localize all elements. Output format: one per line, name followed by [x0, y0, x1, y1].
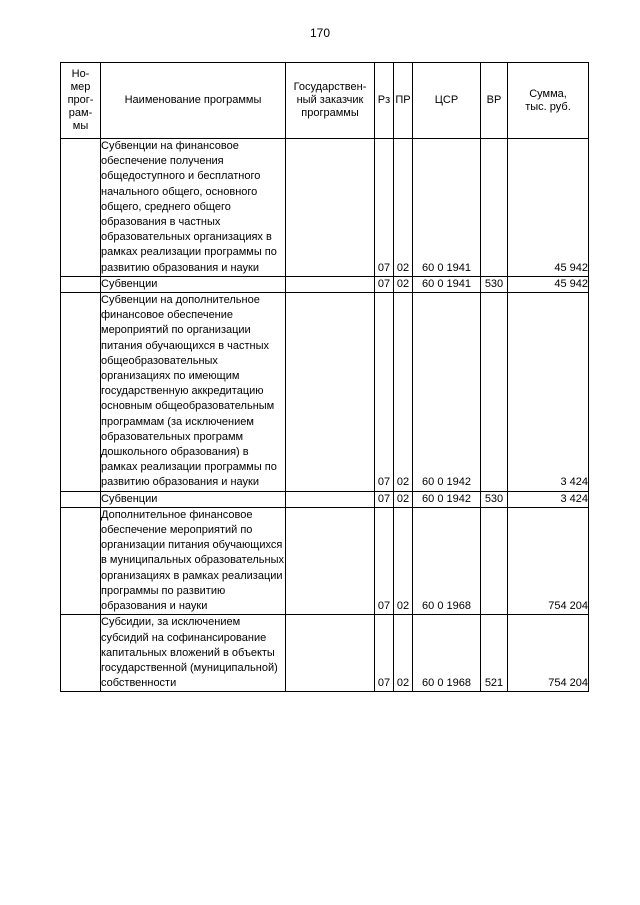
pr-cell: 02 — [394, 507, 413, 614]
header-sum: Сумма, тыс. руб. — [508, 63, 589, 139]
page-number: 170 — [309, 26, 331, 40]
vr-cell — [481, 293, 508, 492]
csr-cell: 60 0 1942 — [413, 491, 481, 507]
program-number-cell — [61, 276, 101, 292]
rz-cell: 07 — [375, 276, 394, 292]
program-name-cell: Субсидии, за исключением субсидий на софинансирование капитальных вложений в объекты государственной (муниципальной) собственности — [101, 615, 286, 692]
table-row — [61, 491, 589, 507]
customer-cell — [286, 491, 375, 507]
vr-cell: 530 — [481, 276, 508, 292]
csr-cell: 60 0 1941 — [413, 139, 481, 277]
table-row — [61, 615, 589, 692]
table-row — [61, 139, 589, 277]
sum-cell: 754 204 — [508, 615, 589, 692]
pr-cell: 02 — [394, 293, 413, 492]
rz-cell: 07 — [375, 139, 394, 277]
pr-cell: 02 — [394, 615, 413, 692]
rz-cell: 07 — [375, 507, 394, 614]
rz-cell: 07 — [375, 293, 394, 492]
program-name-cell: Субвенции на дополнительное финансовое обеспечение мероприятий по организации питания обучающихся в частных общеобразовательных организациях по имеющим государственную аккредитацию основным общеобразовательным программам (за исключением образовательных программ дошкольного образования) в рамках реализации программы по развитию образования и науки — [101, 293, 286, 492]
program-number-cell — [61, 293, 101, 492]
csr-cell: 60 0 1968 — [413, 507, 481, 614]
program-name-cell: Субвенции — [101, 491, 286, 507]
program-number-cell — [61, 507, 101, 614]
table-row — [61, 276, 589, 292]
header-csr: ЦСР — [413, 63, 481, 139]
program-number-cell — [61, 491, 101, 507]
vr-cell: 521 — [481, 615, 508, 692]
program-number-cell — [61, 139, 101, 277]
pr-cell: 02 — [394, 491, 413, 507]
header-program-name: Наименование программы — [101, 63, 286, 139]
rz-cell: 07 — [375, 615, 394, 692]
program-name-cell: Дополнительное финансовое обеспечение мероприятий по организации питания обучающихся в муниципальных образовательных организациях в рамках реализации программы по развитию образования и науки — [101, 507, 286, 614]
sum-cell: 45 942 — [508, 139, 589, 277]
program-name-cell: Субвенции на финансовое обеспечение получения общедоступного и бесплатного начального общего, основного общего, среднего общего образования в частных образовательных организациях в рамках реализации программы по развитию образования и науки — [101, 139, 286, 277]
customer-cell — [286, 507, 375, 614]
vr-cell: 530 — [481, 491, 508, 507]
customer-cell — [286, 293, 375, 492]
table-row — [61, 507, 589, 614]
header-program-number: Но- мер прог- рам- мы — [61, 63, 101, 139]
budget-program-table — [60, 62, 589, 692]
header-vr: ВР — [481, 63, 508, 139]
csr-cell: 60 0 1941 — [413, 276, 481, 292]
csr-cell: 60 0 1968 — [413, 615, 481, 692]
vr-cell — [481, 139, 508, 277]
rz-cell: 07 — [375, 491, 394, 507]
csr-cell: 60 0 1942 — [413, 293, 481, 492]
header-rz: Рз — [375, 63, 394, 139]
customer-cell — [286, 276, 375, 292]
sum-cell: 45 942 — [508, 276, 589, 292]
table-header-row — [61, 63, 589, 139]
sum-cell: 3 424 — [508, 293, 589, 492]
table-row — [61, 293, 589, 492]
customer-cell — [286, 139, 375, 277]
header-customer: Государствен- ный заказчик программы — [286, 63, 375, 139]
pr-cell: 02 — [394, 139, 413, 277]
sum-cell: 3 424 — [508, 491, 589, 507]
vr-cell — [481, 507, 508, 614]
program-name-cell: Субвенции — [101, 276, 286, 292]
sum-cell: 754 204 — [508, 507, 589, 614]
header-pr: ПР — [394, 63, 413, 139]
customer-cell — [286, 615, 375, 692]
pr-cell: 02 — [394, 276, 413, 292]
program-number-cell — [61, 615, 101, 692]
